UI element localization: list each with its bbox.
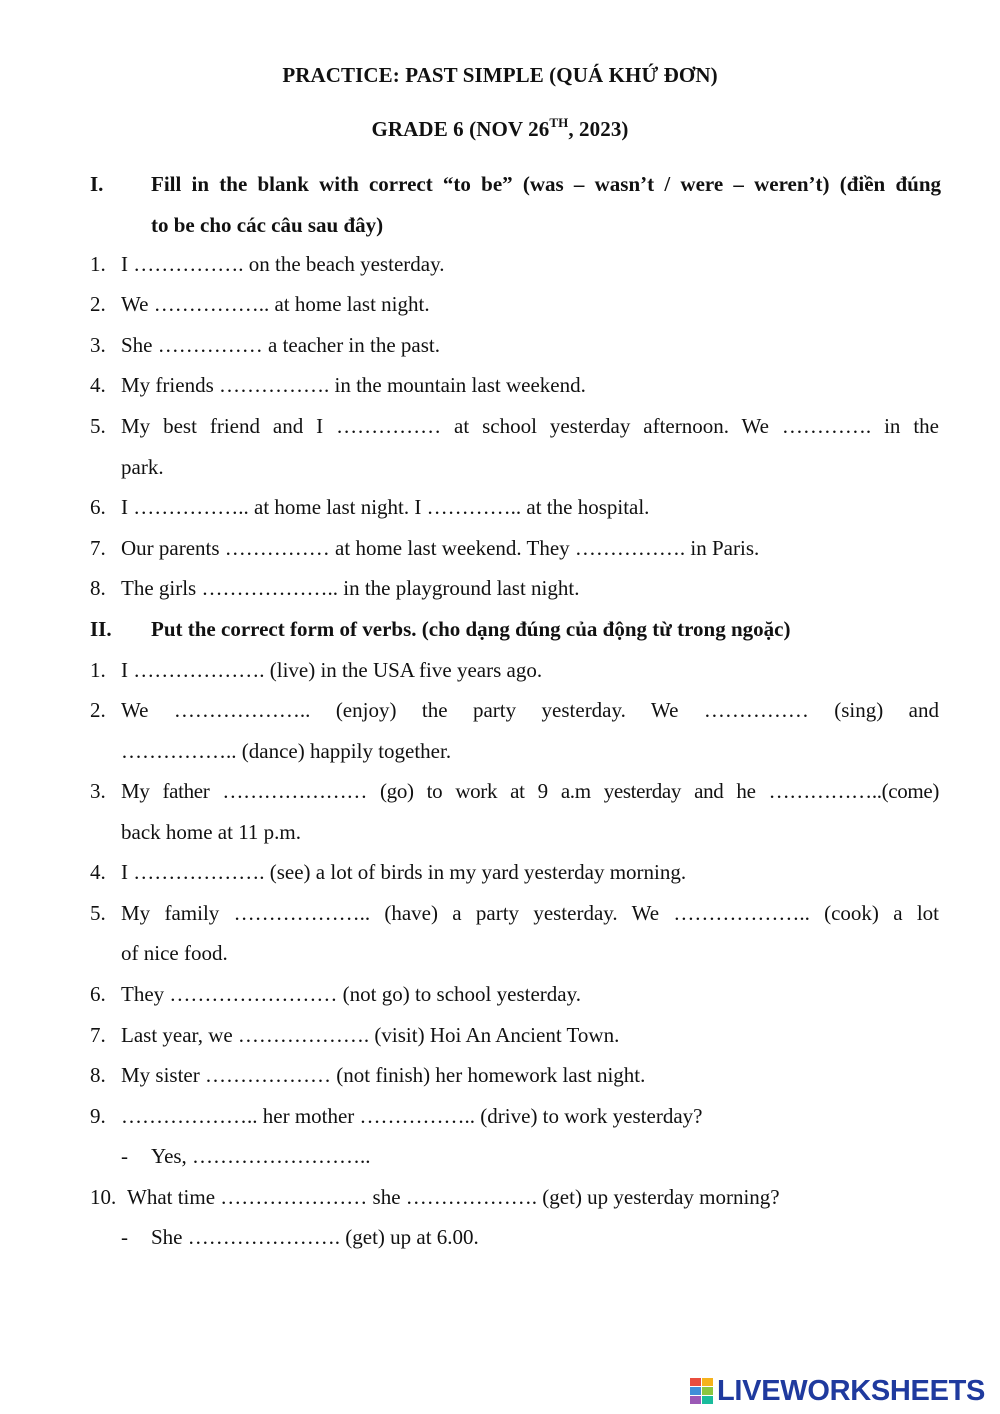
answer-dash: -: [121, 1225, 128, 1249]
question-text: My best friend and I …………… at school yesterday afternoon. We …………. in the: [121, 414, 939, 438]
question-text-continued: …………….. (dance) happily together.: [121, 739, 452, 763]
question-text: What time ………………… she ………………. (get) up yesterday morning?: [127, 1185, 780, 1209]
question-text: Our parents …………… at home last weekend. They ……………. in Paris.: [121, 536, 760, 560]
liveworksheets-logo-text: LIVEWORKSHEETS: [717, 1374, 986, 1407]
question-text: Last year, we ………………. (visit) Hoi An Ancient Town.: [121, 1023, 620, 1047]
section-2-heading: Put the correct form of verbs. (cho dạng đúng của động từ trong ngoặc): [151, 617, 791, 641]
question-number: 8.: [90, 576, 106, 600]
subtitle-superscript: TH: [549, 115, 569, 130]
question-number: 5.: [90, 414, 106, 438]
question-number: 6.: [90, 495, 106, 519]
question-text: I ………………. (see) a lot of birds in my yard yesterday morning.: [121, 860, 687, 884]
question-number: 4.: [90, 860, 106, 884]
question-number: 3.: [90, 779, 106, 803]
question-number: 9.: [90, 1104, 106, 1128]
answer-text: Yes, ……………………..: [151, 1144, 371, 1168]
page-title: PRACTICE: PAST SIMPLE (QUÁ KHỨ ĐƠN): [282, 63, 718, 87]
section-1-heading-line-2: to be cho các câu sau đây): [151, 212, 384, 237]
question-text: I ……………. on the beach yesterday.: [121, 252, 445, 276]
question-number: 4.: [90, 373, 106, 397]
answer-dash: -: [121, 1144, 128, 1168]
question-text-continued: park.: [121, 455, 164, 479]
subtitle-end: , 2023): [568, 117, 629, 141]
section-1-heading-line-1: Fill in the blank with correct “to be” (was – wasn’t / were – weren’t) (điền đúng: [151, 172, 941, 196]
question-text: ……………….. her mother …………….. (drive) to work yesterday?: [121, 1104, 703, 1128]
question-text: The girls ……………….. in the playground last night.: [121, 576, 580, 600]
question-number: 3.: [90, 333, 106, 357]
question-text: We ……………….. (enjoy) the party yesterday. We …………… (sing) and: [121, 698, 939, 722]
question-number: 5.: [90, 901, 106, 925]
section-1-heading: [151, 164, 941, 245]
question-text: My friends ……………. in the mountain last weekend.: [121, 373, 586, 397]
page-subtitle: [0, 117, 1000, 142]
question-text-continued: back home at 11 p.m.: [121, 820, 302, 844]
question-number: 7.: [90, 1023, 106, 1047]
liveworksheets-logo-icon: [690, 1378, 714, 1404]
answer-text: She …………………. (get) up at 6.00.: [151, 1225, 479, 1249]
question-number: 10.: [90, 1185, 117, 1209]
question-number: 8.: [90, 1063, 106, 1087]
question-text-continued: of nice food.: [121, 941, 228, 965]
section-2-number: II.: [90, 617, 112, 641]
question-text: She …………… a teacher in the past.: [121, 333, 440, 357]
question-text: My sister ……………… (not finish) her homework last night.: [121, 1063, 646, 1087]
question-text: We …………….. at home last night.: [121, 292, 430, 316]
question-text: They …………………… (not go) to school yesterday.: [121, 982, 581, 1006]
section-1-number: I.: [90, 172, 104, 196]
question-number: 1.: [90, 658, 106, 682]
liveworksheets-logo: [690, 1373, 985, 1409]
question-text: My father ………………… (go) to work at 9 a.m yesterday and he ……………..(come): [121, 779, 939, 803]
question-text: I …………….. at home last night. I ………….. at the hospital.: [121, 495, 650, 519]
question-number: 6.: [90, 982, 106, 1006]
question-number: 1.: [90, 252, 106, 276]
subtitle-main: GRADE 6 (NOV 26: [371, 117, 550, 141]
question-number: 7.: [90, 536, 106, 560]
question-text: My family ……………….. (have) a party yesterday. We ……………….. (cook) a lot: [121, 901, 939, 925]
question-text: I ………………. (live) in the USA five years ago.: [121, 658, 543, 682]
question-number: 2.: [90, 292, 106, 316]
question-number: 2.: [90, 698, 106, 722]
